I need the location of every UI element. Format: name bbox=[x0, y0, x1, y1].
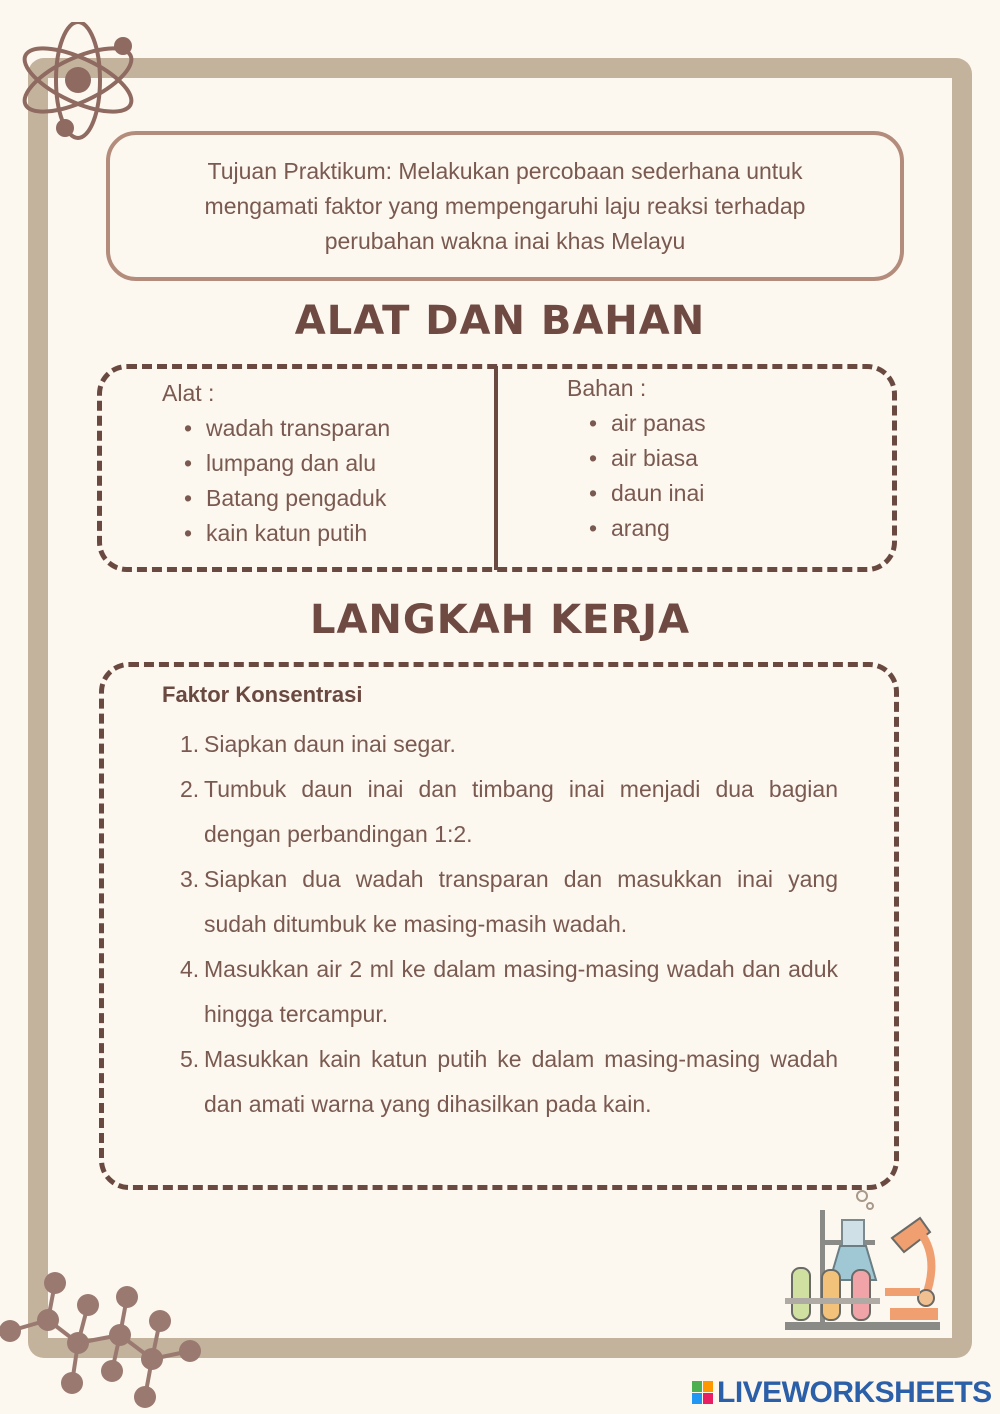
list-item: • air biasa bbox=[589, 441, 706, 476]
step-number: 5. bbox=[180, 1046, 200, 1072]
bahan-title: Bahan : bbox=[567, 375, 647, 401]
list-item bbox=[180, 857, 838, 947]
list-item: • Batang pengaduk bbox=[184, 481, 390, 516]
column-divider bbox=[494, 366, 498, 570]
list-item: • daun inai bbox=[589, 476, 706, 511]
list-item: • lumpang dan alu bbox=[184, 446, 390, 481]
liveworksheets-logo-icon bbox=[692, 1381, 714, 1405]
list-item bbox=[180, 1037, 838, 1127]
list-item: • kain katun putih bbox=[184, 516, 390, 551]
atom-icon bbox=[10, 22, 145, 142]
bahan-list bbox=[589, 406, 706, 546]
liveworksheets-logo[interactable] bbox=[692, 1376, 992, 1410]
step-text: Masukkan air 2 ml ke dalam masing-masing wadah dan aduk hingga tercampur. bbox=[204, 956, 838, 1027]
brand-text: LIVEWORKSHEETS bbox=[717, 1376, 992, 1409]
molecule-icon bbox=[0, 1265, 210, 1414]
list-item bbox=[180, 767, 838, 857]
step-number: 1. bbox=[180, 731, 200, 757]
faktor-title: Faktor Konsentrasi bbox=[162, 682, 363, 707]
list-item bbox=[180, 947, 838, 1037]
steps-list bbox=[180, 722, 838, 1127]
tujuan-box bbox=[106, 131, 904, 281]
step-number: 4. bbox=[180, 956, 200, 982]
step-number: 3. bbox=[180, 866, 200, 892]
list-item bbox=[180, 722, 838, 767]
list-item: • air panas bbox=[589, 406, 706, 441]
step-text: Siapkan daun inai segar. bbox=[204, 731, 456, 757]
step-number: 2. bbox=[180, 776, 200, 802]
step-text: Tumbuk daun inai dan timbang inai menjadi dua bagian dengan perbandingan 1:2. bbox=[204, 776, 838, 847]
alat-list bbox=[184, 411, 390, 551]
step-text: Masukkan kain katun putih ke dalam masing-masing wadah dan amati warna yang dihasilkan pada kain. bbox=[204, 1046, 838, 1117]
langkah-heading: LANGKAH KERJA bbox=[309, 597, 691, 643]
step-text: Siapkan dua wadah transparan dan masukkan inai yang sudah ditumbuk ke masing-masih wadah. bbox=[204, 866, 838, 937]
lab-equipment-icon bbox=[780, 1188, 945, 1336]
alat-title: Alat : bbox=[162, 380, 215, 406]
alat-bahan-heading: ALAT DAN BAHAN bbox=[294, 298, 706, 344]
list-item: • wadah transparan bbox=[184, 411, 390, 446]
list-item: • arang bbox=[589, 511, 706, 546]
tujuan-text: Tujuan Praktikum: Melakukan percobaan sederhana untuk mengamati faktor yang mempengaruhi laju reaksi terhadap perubahan wakna inai khas Melayu bbox=[204, 157, 806, 254]
